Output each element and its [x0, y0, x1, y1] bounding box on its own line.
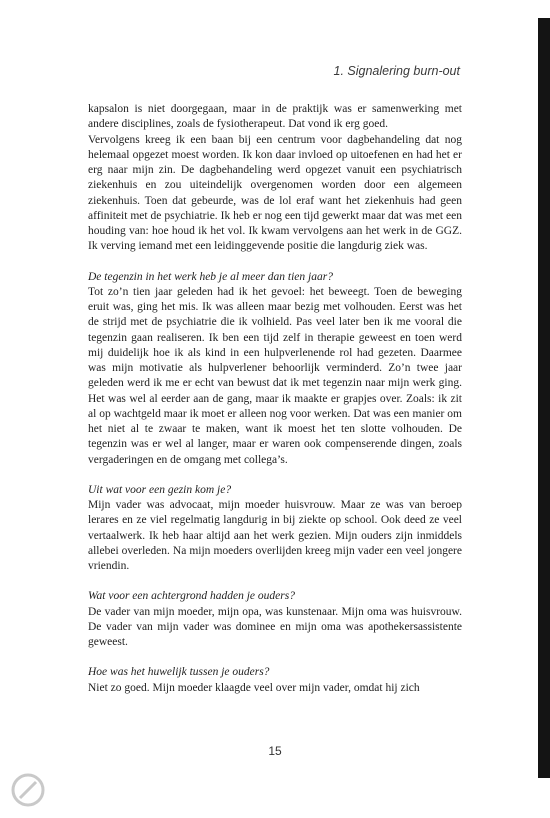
body-paragraph: De vader van mijn moeder, mijn opa, was kunstenaar. Mijn oma was huisvrouw. De vader van mijn vader was dominee en mijn oma was apothekersassistente geweest.: [88, 605, 462, 648]
interview-question: Wat voor een achtergrond hadden je ouders?: [88, 590, 295, 603]
thumb-index-tab: [538, 18, 550, 778]
page-number: 15: [268, 744, 282, 758]
interview-question: De tegenzin in het werk heb je al meer dan tien jaar?: [88, 270, 333, 283]
running-head: 1. Signalering burn-out: [333, 64, 460, 78]
interview-question: Uit wat voor een gezin kom je?: [88, 483, 232, 496]
watermark-logo-icon: [8, 770, 48, 810]
body-paragraph: kapsalon is niet doorgegaan, maar in de praktijk was er samenwerking met andere disciplines, zoals de fysiotherapeut. Dat vond ik erg goed.: [88, 103, 462, 131]
body-paragraph: Tot zo’n tien jaar geleden had ik het gevoel: het beweegt. Toen de beweging eruit was, ging het mis. Ik was alleen maar bezig met volhouden. Eerst was het de strijd met de psychiatrie die ik volhield. Pas veel later ben ik me vooral die tegenzin gaan realiseren. Ik ben een tijd zelf in therapie geweest en toen werd mij duidelijk hoe ik als kind in een hulpverlenende rol had gezeten. Daarmee was mijn motivatie als hulpverlener behoorlijk verminderd. Zo’n twee jaar geleden werd ik me er echt van bewust dat ik met tegenzin naar mijn werk ging. Het was wel al eerder aan de gang, maar ik maakte er grapjes over. Zoals: ik zit al op wachtgeld maar ik moet er alleen nog voor werken. Dat was een manier om het niet al te zwaar te maken, want ik moest het ten slotte volhouden. De tegenzin was er wel al langer, maar er waren ook compenserende dingen, zoals vergaderingen en de omgang met collega’s.: [88, 285, 462, 466]
body-paragraph: Mijn vader was advocaat, mijn moeder huisvrouw. Maar ze was van beroep lerares en ze viel regelmatig langdurig in bij ziekte op school. Ook deed ze veel vertaalwerk. Ik heb haar altijd aan het werk gezien. Mijn ouders zijn inmiddels allebei overleden. Na mijn moeders overlijden kreeg mijn vader een veel jongere vriendin.: [88, 499, 462, 572]
interview-question: Hoe was het huwelijk tussen je ouders?: [88, 666, 270, 679]
body-paragraph: Niet zo goed. Mijn moeder klaagde veel over mijn vader, omdat hij zich: [88, 681, 420, 694]
page-body: [88, 102, 462, 696]
body-paragraph: Vervolgens kreeg ik een baan bij een centrum voor dagbehandeling dat nog helemaal opgezet moest worden. Ik kon daar invloed op uitoefenen en had het er erg naar mijn zin. De dagbehandeling werd opgezet vanuit een psychiatrisch ziekenhuis en zou uiteindelijk overgenomen worden door een algemeen ziekenhuis. Toen dat gebeurde, was de lol eraf want het ziekenhuis had geen affiniteit met de psychiatrie. Ik heb er nog een tijd gewerkt maar dat was met een houding van: hoe houd ik het vol. Ik kwam vervolgens aan het werk in de GGZ. Ik verving iemand met een leidinggevende positie die langdurig ziek was.: [88, 133, 462, 253]
